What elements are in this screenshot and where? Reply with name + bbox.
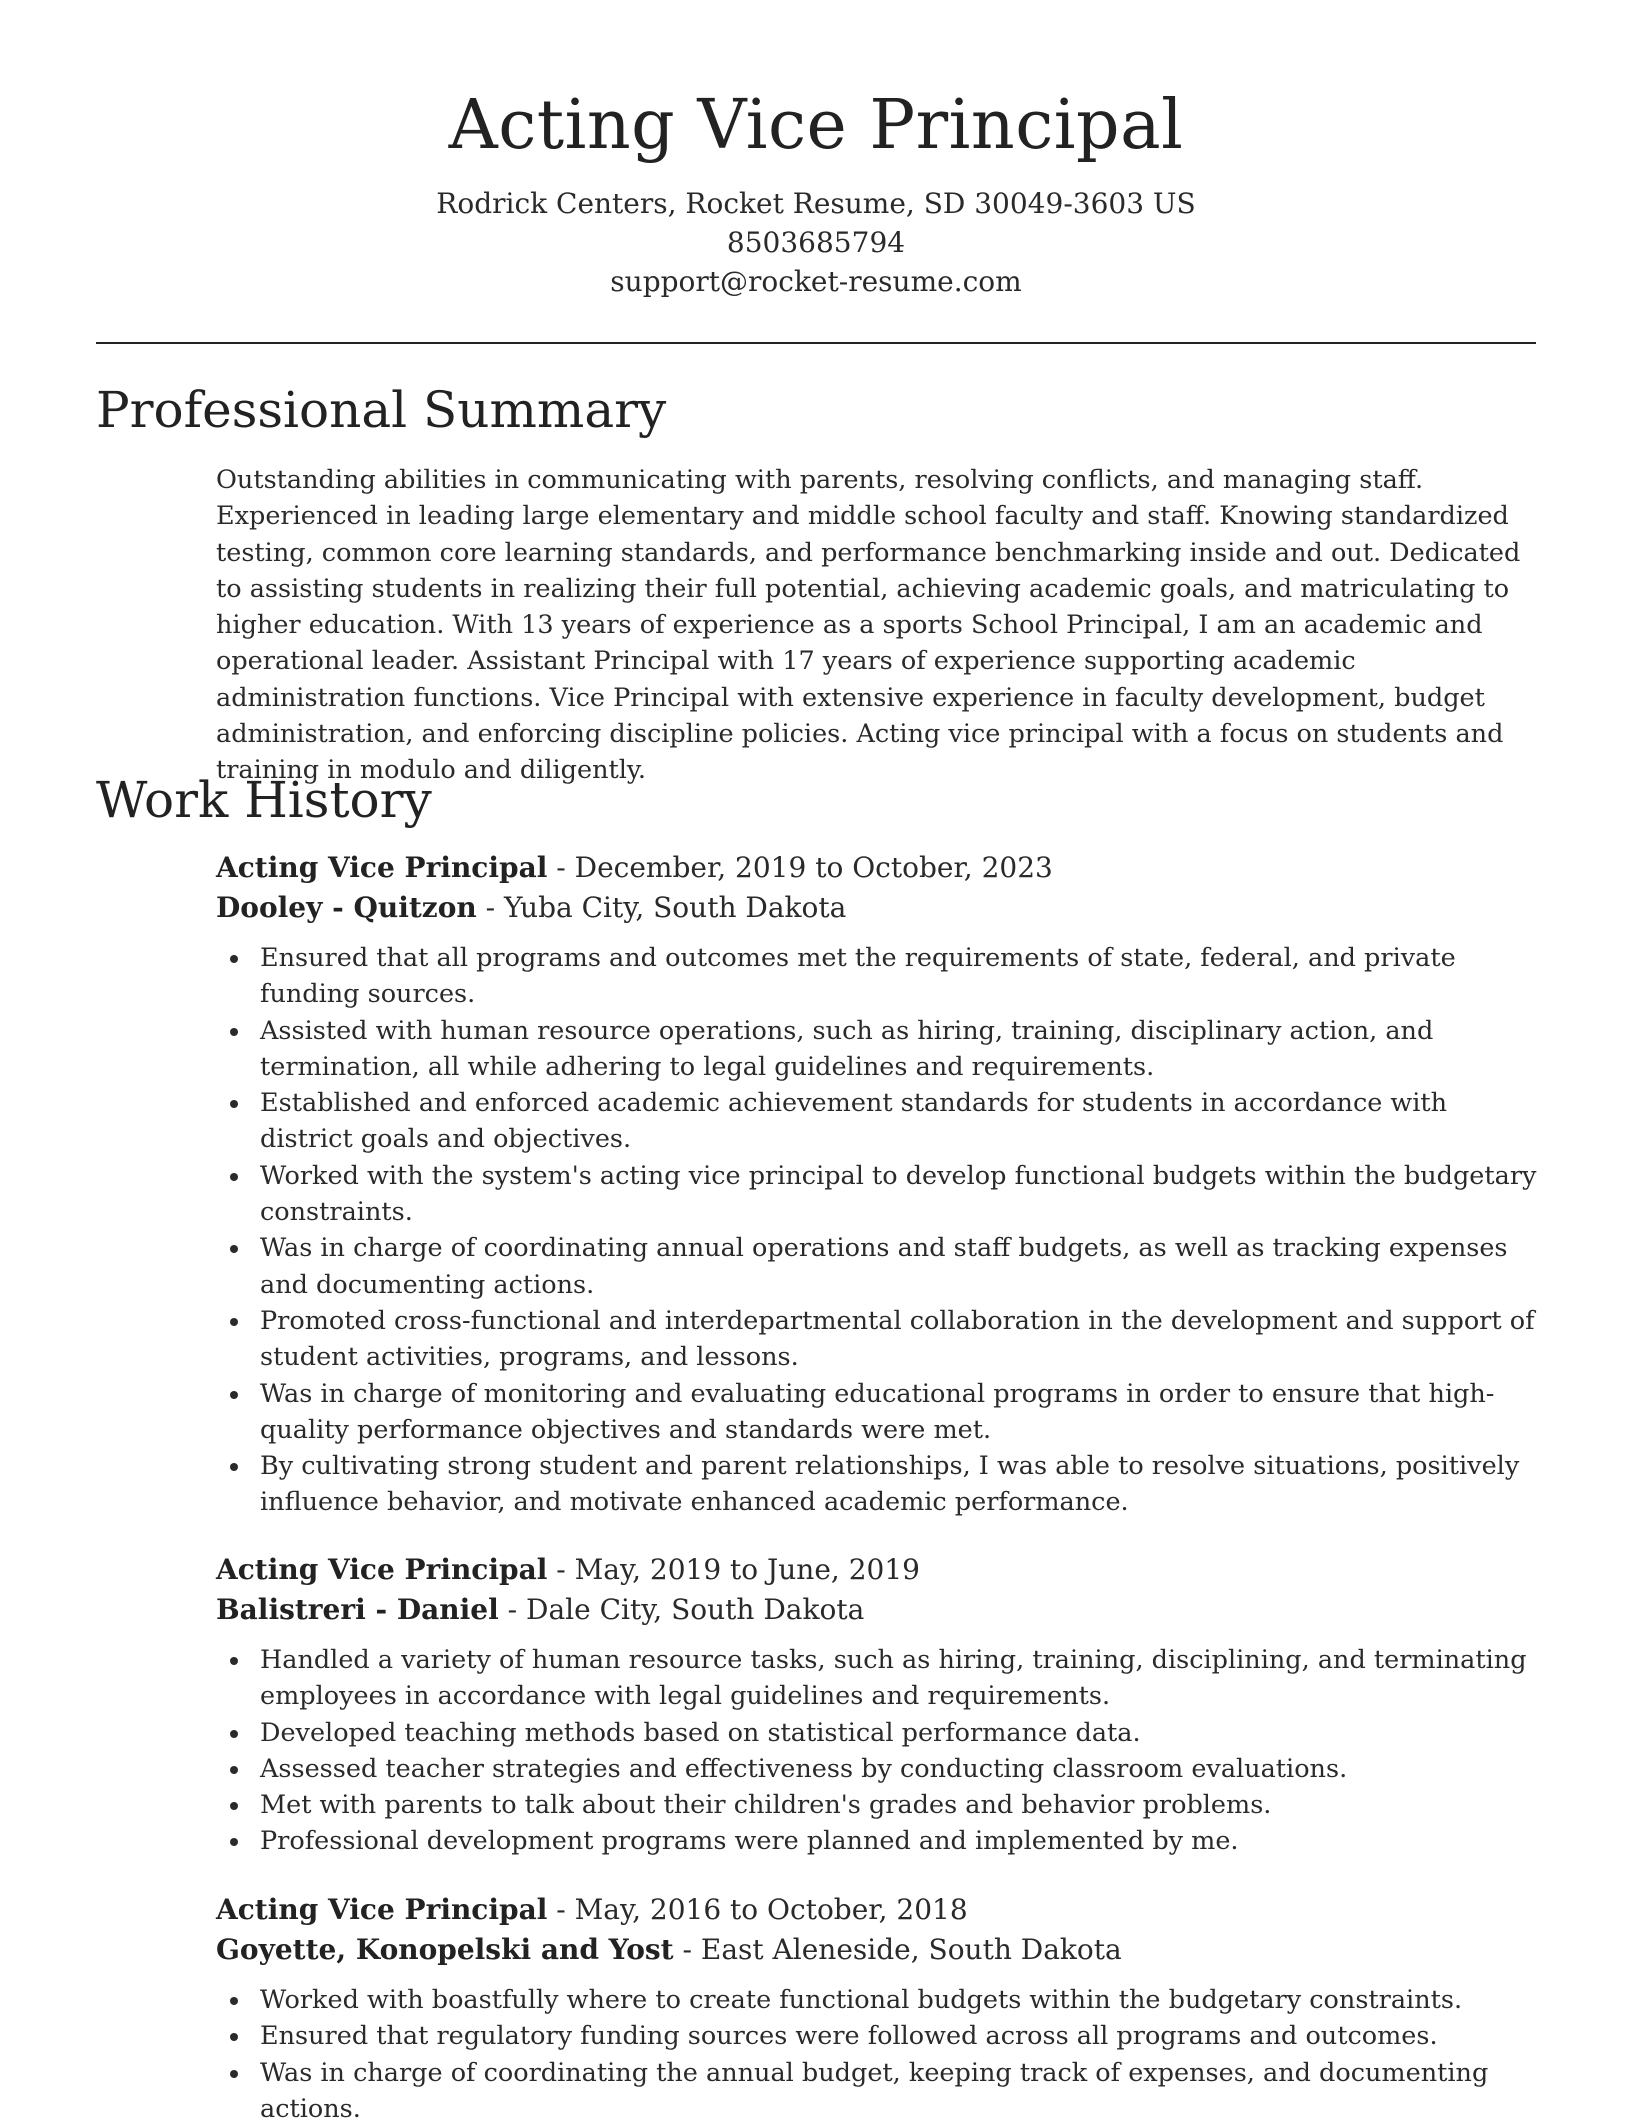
- job-bullet: Established and enforced academic achievement standards for students in accordance with district goals and objectives.: [216, 1085, 1542, 1158]
- contact-phone: 8503685794: [726, 226, 906, 259]
- contact-address: Rodrick Centers, Rocket Resume, SD 30049-3603 US: [436, 187, 1196, 220]
- job-bullet: Was in charge of coordinating annual operations and staff budgets, as well as tracking expenses and documenting actions.: [216, 1230, 1542, 1303]
- job-bullet: Was in charge of monitoring and evaluating educational programs in order to ensure that high-quality performance objectives and standards were met.: [216, 1376, 1542, 1449]
- job-dates: - May, 2016 to October, 2018: [547, 1893, 968, 1926]
- job-company-line: [216, 1930, 1542, 1970]
- job-bullet: Promoted cross-functional and interdepartmental collaboration in the development and support of student activities, programs, and lessons.: [216, 1303, 1542, 1376]
- job-bullet: Worked with boastfully where to create functional budgets within the budgetary constraints.: [216, 1982, 1542, 2018]
- job-entry: [216, 1550, 1542, 1860]
- job-company: Dooley - Quitzon: [216, 891, 477, 924]
- job-bullet: Developed teaching methods based on statistical performance data.: [216, 1715, 1542, 1751]
- job-title: Acting Vice Principal: [216, 1893, 548, 1926]
- section-heading-summary: Professional Summary: [96, 381, 667, 439]
- job-location: - East Aleneside, South Dakota: [673, 1933, 1122, 1966]
- job-title-line: [216, 848, 1542, 888]
- job-bullet: Assisted with human resource operations, such as hiring, training, disciplinary action, and termination, all while adhering to legal guidelines and requirements.: [216, 1013, 1542, 1086]
- summary-text: Outstanding abilities in communicating with parents, resolving conflicts, and managing staff. Experienced in leading large elementary and middle school faculty and staff. Knowing standardized testing, common core learning standards, and performance benchmarking inside and out. Dedicated to assisting students in realizing their full potential, achieving academic goals, and matriculating to higher education. With 13 years of experience as a sports School Principal, I am an academic and operational leader. Assistant Principal with 17 years of experience supporting academic administration functions. Vice Principal with extensive experience in faculty development, budget administration, and enforcing discipline policies. Acting vice principal with a focus on students and training in modulo and diligently.: [216, 465, 1521, 786]
- job-bullets: [216, 1642, 1542, 1860]
- job-bullet: By cultivating strong student and parent relationships, I was able to resolve situations, positively influence behavior, and motivate enhanced academic performance.: [216, 1448, 1542, 1521]
- job-location: - Yuba City, South Dakota: [476, 891, 847, 924]
- job-title: Acting Vice Principal: [216, 1553, 548, 1586]
- job-title-line: [216, 1890, 1542, 1930]
- job-bullet: Met with parents to talk about their children's grades and behavior problems.: [216, 1787, 1542, 1823]
- job-company-line: [216, 888, 1542, 928]
- job-location: - Dale City, South Dakota: [498, 1593, 865, 1626]
- job-bullet: Professional development programs were planned and implemented by me.: [216, 1823, 1542, 1859]
- job-dates: - December, 2019 to October, 2023: [547, 851, 1053, 884]
- job-company: Goyette, Konopelski and Yost: [216, 1933, 674, 1966]
- job-bullets: [216, 1982, 1542, 2127]
- job-title: Acting Vice Principal: [216, 851, 548, 884]
- job-bullet: Ensured that regulatory funding sources were followed across all programs and outcomes.: [216, 2018, 1542, 2054]
- job-bullet: Was in charge of coordinating the annual budget, keeping track of expenses, and documenting actions.: [216, 2055, 1542, 2127]
- job-entry: [216, 848, 1542, 1521]
- job-bullet: Assessed teacher strategies and effectiveness by conducting classroom evaluations.: [216, 1751, 1542, 1787]
- job-bullet: Handled a variety of human resource tasks, such as hiring, training, disciplining, and terminating employees in accordance with legal guidelines and requirements.: [216, 1642, 1542, 1715]
- header-divider: [96, 342, 1536, 344]
- resume-name: Acting Vice Principal: [448, 86, 1184, 165]
- section-heading-work-history: Work History: [96, 771, 432, 829]
- job-company: Balistreri - Daniel: [216, 1593, 499, 1626]
- job-entry: [216, 1890, 1542, 2127]
- job-bullets: [216, 940, 1542, 1521]
- resume-header: [0, 80, 1632, 301]
- job-bullet: Worked with the system's acting vice principal to develop functional budgets within the budgetary constraints.: [216, 1158, 1542, 1231]
- job-dates: - May, 2019 to June, 2019: [547, 1553, 920, 1586]
- contact-email: support@rocket-resume.com: [610, 265, 1022, 298]
- job-company-line: [216, 1590, 1542, 1630]
- job-title-line: [216, 1550, 1542, 1590]
- job-bullet: Ensured that all programs and outcomes met the requirements of state, federal, and private funding sources.: [216, 940, 1542, 1013]
